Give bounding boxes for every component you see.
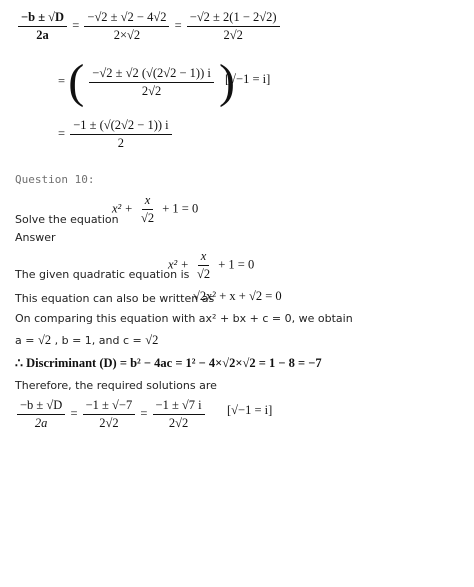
step-fraction <box>70 118 171 151</box>
denominator: 2 <box>117 136 125 150</box>
numerator-lead: −√2 ± <box>189 10 220 24</box>
identity-note: [√−1 = i] <box>225 72 271 86</box>
equals-sign: = <box>174 18 182 33</box>
rewritten-equation: √2x² + x + √2 = 0 <box>193 289 282 303</box>
x-over-root2 <box>194 249 213 282</box>
coefficients-line <box>15 333 158 348</box>
solution-fraction-2 <box>83 398 136 431</box>
answer-label: Answer <box>15 231 56 244</box>
discriminant-expression: (D) = b² − 4ac = 1² − 4×√2×√2 = 1 − 8 = −7 <box>99 356 322 370</box>
formula-numerator: −b ± √D <box>18 10 67 27</box>
step-fraction <box>89 66 214 99</box>
question-equation <box>112 193 198 226</box>
numerator: −1 ± √7 i <box>153 398 205 415</box>
equals-sign: = <box>58 126 66 141</box>
numerator-lead: −√2 ± <box>92 65 123 80</box>
big-paren-left: ( <box>68 55 85 108</box>
x-squared-term: x² + <box>168 257 189 272</box>
top-step-row-2 <box>58 55 235 108</box>
equation-tail: + 1 = 0 <box>162 201 199 216</box>
equation-tail: + 1 = 0 <box>218 257 255 272</box>
equals-sign: = <box>58 73 66 88</box>
denominator: 2×√2 <box>113 28 141 42</box>
solution-fraction-3 <box>153 398 205 431</box>
question-prompt: Solve the equation <box>15 213 119 226</box>
coef-bc-label: , b = 1, and c = <box>54 334 142 347</box>
top-step-row-3 <box>58 118 174 151</box>
denominator: √2 <box>140 211 155 225</box>
top-step-row-1 <box>16 10 282 43</box>
formula-denominator: 2a <box>36 28 49 42</box>
identity-note: [√−1 = i] <box>227 403 273 417</box>
coef-a-label: a = <box>15 334 35 347</box>
denominator: 2√2 <box>99 416 119 430</box>
compare-text: On comparing this equation with ax² + bx + c = 0, we obtain <box>15 312 353 325</box>
denominator: 2√2 <box>168 416 189 430</box>
coef-a-value: √2 <box>37 333 52 347</box>
discriminant-line <box>15 355 322 371</box>
x-over-root2 <box>138 193 157 226</box>
step-fraction-3 <box>187 10 280 43</box>
question-heading: Question 10: <box>15 173 95 186</box>
formula-denominator: 2a <box>34 416 48 430</box>
solution-line <box>15 398 207 431</box>
given-text: The given quadratic equation is <box>15 268 190 281</box>
formula-lhs <box>17 398 65 431</box>
discriminant-label: ∴ Discriminant <box>15 356 97 370</box>
step-fraction-2 <box>84 10 169 43</box>
rewritten-text: This equation can also be written as <box>15 292 215 305</box>
denominator: 2√2 <box>223 28 243 42</box>
equals-sign: = <box>72 18 80 33</box>
formula-numerator: −b ± √D <box>17 398 65 415</box>
numerator-radical: √2 − 4√2 <box>120 10 167 24</box>
numerator: x <box>142 193 154 210</box>
numerator-body: √2 (√(2√2 − 1)) i <box>125 65 211 80</box>
numerator: −1 ± √−7 <box>83 398 136 415</box>
therefore-text: Therefore, the required solutions are <box>15 379 217 392</box>
coef-c-value: √2 <box>145 333 159 347</box>
x-squared-term: x² + <box>112 201 133 216</box>
big-paren-right: ) <box>218 55 235 108</box>
numerator-lead: −√2 ± <box>87 10 118 24</box>
numerator-radical: 2(1 − 2√2) <box>223 10 277 24</box>
numerator: −1 ± (√(2√2 − 1)) i <box>70 118 171 135</box>
formula-lhs <box>18 10 67 43</box>
equals-sign: = <box>70 406 78 421</box>
denominator: 2√2 <box>141 83 162 98</box>
equals-sign: = <box>140 406 148 421</box>
denominator: √2 <box>196 267 211 281</box>
numerator: x <box>198 249 210 266</box>
